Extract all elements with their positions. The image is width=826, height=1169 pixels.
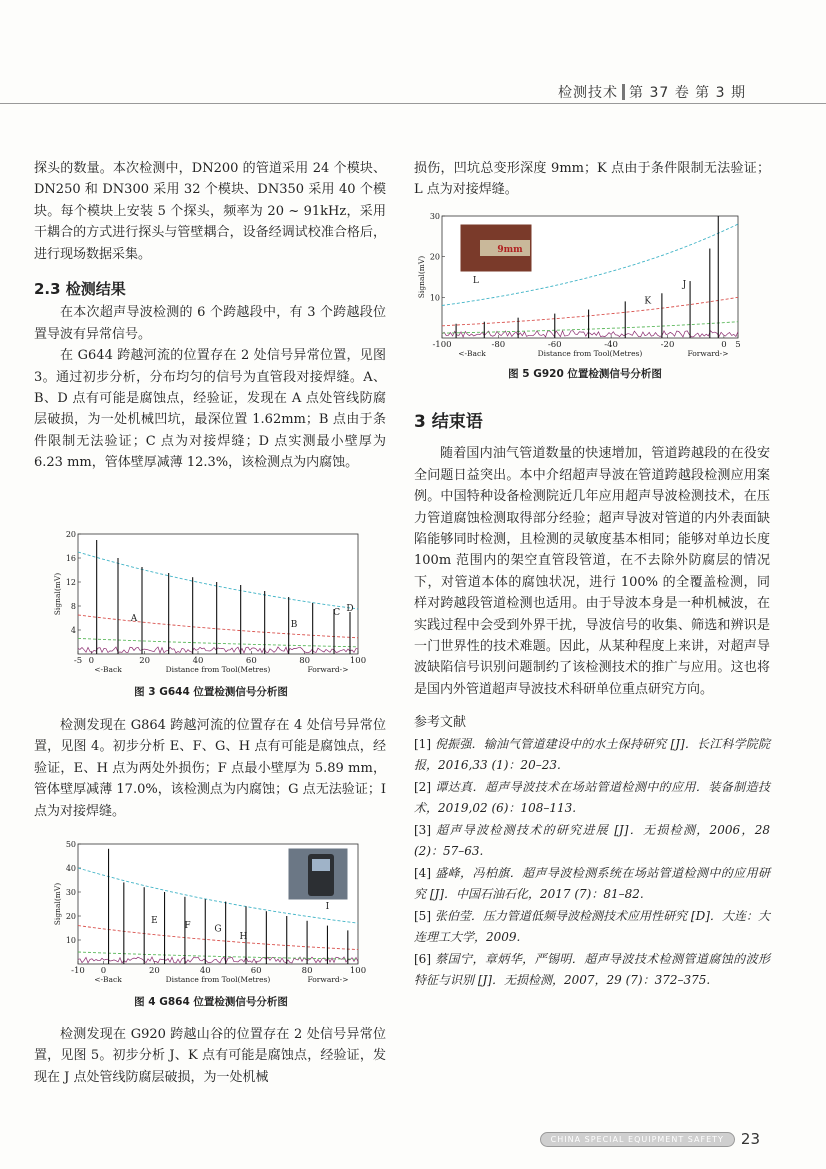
section-heading-3: 3 结束语	[414, 412, 483, 432]
x-tick-label: -5	[73, 656, 83, 666]
x-tick-label: 100	[349, 966, 367, 976]
annotation-label: I	[325, 901, 330, 912]
figure-3-caption: 图 3 G644 位置检测信号分析图	[134, 686, 288, 698]
y-tick-label: 8	[70, 602, 76, 611]
left-column-top	[34, 158, 386, 474]
forward-label: Forward->	[307, 665, 349, 674]
reference-item	[414, 906, 770, 949]
reference-item	[414, 734, 770, 777]
x-tick-label: 0	[100, 966, 107, 976]
figure-4-chart	[53, 840, 367, 990]
figure-5-chart	[417, 210, 750, 362]
reference-text: 盛峰，冯柏旗．超声导波检测系统在场站管道检测中的应用研究 [J]．中国石油石化，2017 (7)：81–82.	[414, 865, 770, 902]
reference-text: 张伯莹．压力管道低频导波检测技术应用性研究 [D]．大连：大连理工大学，2009.	[414, 908, 770, 945]
section-heading-2-3: 2.3 检测结果	[34, 280, 126, 299]
x-tick-label: 0	[88, 656, 95, 666]
x-tick-label: 20	[139, 656, 151, 666]
annotation-label: E	[151, 916, 158, 927]
figure-3-chart	[53, 530, 367, 680]
paragraph: 探头的数量。本次检测中，DN200 的管道采用 24 个模块、DN250 和 DN300 采用 32 个模块、DN350 采用 40 个模块。每个模块上安装 5 个探头，频率为 20 ~ 91kHz，采用干耦合的方式进行探头与管壁耦合，设备经调试校准合格后，进行现场数据采集。	[34, 161, 386, 262]
y-axis-label: Signal(mV)	[53, 882, 62, 926]
annotation-label: C	[333, 608, 341, 618]
references-title: 参考文献	[414, 715, 467, 731]
header-divider	[622, 84, 625, 100]
annotation-label: D	[346, 603, 354, 614]
x-axis-label: Distance from Tool(Metres)	[165, 975, 271, 984]
figure-3	[53, 530, 367, 700]
figure-4	[53, 840, 367, 1010]
y-tick-label: 20	[65, 912, 76, 921]
back-label: <-Back	[94, 665, 122, 674]
annotation-label: K	[644, 296, 652, 307]
x-tick-label: -100	[432, 340, 452, 350]
x-tick-label: -40	[604, 340, 618, 350]
right-column-bottom	[414, 398, 770, 992]
y-tick-label: 20	[429, 252, 440, 262]
annotation-label: F	[184, 921, 191, 931]
reference-item	[414, 863, 770, 906]
header-section: 检测技术	[558, 85, 619, 101]
running-header	[558, 82, 746, 102]
paragraph: 随着国内油气管道数量的快速增加，管道跨越段的在役安全问题日益突出。本中介绍超声导波在管道跨越段检测应用案例。中国特种设备检测院近几年应用超声导波检测技术，在压力管道腐蚀检测取得部分经验；超声导波对管道的内外表面缺陷能够同时检测，且检测的灵敏度基本相同；能够对单边长度 100m 范围内的架空直管段管道，在不去除外防腐层的情况下，对管道本体的腐蚀状况，进行 100% 的全覆盖检测，同样对跨越段管道检测也适用。由于导波本身是一种机械波，在实践过程中会受到外界干扰，导波信号的收集、筛选和辨识是一门世界性的技术难题。因此，从某种程度上来讲，对超声导波缺陷信号识别问题制约了该检测技术的推广与应用。这也将是国内外管道超声导波技术科研单位重点研究方向。	[414, 446, 770, 697]
annotation-label: L	[472, 276, 479, 287]
x-tick-label: 0	[721, 340, 727, 350]
x-tick-label: 20	[148, 966, 160, 976]
figure-4-caption: 图 4 G864 位置检测信号分析图	[134, 996, 288, 1008]
forward-label: Forward->	[307, 975, 349, 984]
inset-photo-defect	[460, 224, 532, 272]
header-rule	[0, 103, 826, 104]
annotation-label: J	[682, 280, 687, 291]
reference-number: [2]	[414, 779, 431, 794]
figure-5-caption: 图 5 G920 位置检测信号分析图	[508, 368, 662, 380]
paragraph: 检测发现在 G920 跨越山谷的位置存在 2 处信号异常位置，见图 5。初步分析 J、K 点有可能是腐蚀点，经验证，发现在 J 点处管线防腐层破损，为一处机械	[34, 1027, 386, 1085]
reference-text: 倪振强．输油气管道建设中的水土保持研究 [J]．长江科学院院报，2016,33 (1)：20–23.	[414, 736, 770, 773]
reference-number: [6]	[414, 951, 431, 966]
y-tick-label: 10	[429, 293, 440, 303]
paragraph: 在本次超声导波检测的 6 个跨越段中，有 3 个跨越段位置导波有异常信号。	[34, 305, 386, 342]
left-column-bottom	[34, 1024, 386, 1088]
reference-text: 超声导波检测技术的研究进展 [J]．无损检测，2006，28 (2)：57–63.	[414, 822, 770, 859]
back-label: <-Back	[458, 349, 486, 358]
right-column-top	[414, 158, 770, 201]
y-axis-label: Signal(mV)	[417, 255, 426, 299]
annotation-label: G	[214, 924, 222, 935]
reference-text: 蔡国宁，章炳华，严锡明．超声导波技术检测管道腐蚀的波形特征与识别 [J]．无损检测，2007，29 (7)：372–375.	[414, 951, 770, 988]
references-list	[414, 734, 770, 992]
inset-photo-device	[288, 848, 348, 900]
reference-number: [4]	[414, 865, 431, 880]
x-tick-label: 60	[250, 966, 262, 976]
paragraph: 在 G644 跨越河流的位置存在 2 处信号异常位置，见图 3。通过初步分析，分布均匀的信号为直管段对接焊缝。A、B、D 点有可能是腐蚀点，经验证，发现在 A 点处管线防腐层破损，为一处机械凹坑，最深位置 1.62mm；B 点由于条件限制无法验证；C 点为对接焊缝；D 点实测最小壁厚为 6.23 mm，管体壁厚减薄 12.3%，该检测点为内腐蚀。	[34, 348, 386, 471]
back-label: <-Back	[94, 975, 122, 984]
paragraph: 检测发现在 G864 跨越河流的位置存在 4 处信号异常位置，见图 4。初步分析 E、F、G、H 点有可能是腐蚀点，经验证，E、H 点为两处外损伤；F 点最小壁厚为 5.89 mm，管体壁厚减薄 17.0%，该检测点为内腐蚀；G 点无法验证；I 点为对接焊缝。	[34, 718, 386, 819]
x-tick-label: 40	[199, 966, 211, 976]
annotation-label: H	[239, 931, 248, 942]
paragraph: 损伤，凹坑总变形深度 9mm；K 点由于条件限制无法验证；L 点为对接焊缝。	[414, 161, 770, 198]
left-column-mid	[34, 715, 386, 822]
reference-item	[414, 777, 770, 820]
annotation-label: A	[130, 614, 138, 624]
plot-frame	[78, 534, 358, 654]
page-number: 23	[740, 1130, 760, 1148]
y-axis-label: Signal(mV)	[53, 572, 62, 616]
reference-number: [3]	[414, 822, 431, 837]
x-tick-label: -10	[71, 966, 85, 976]
y-tick-label: 20	[65, 530, 76, 539]
y-tick-label: 12	[65, 578, 76, 587]
photo-label: 9mm	[497, 245, 523, 255]
y-tick-label: 40	[65, 864, 76, 873]
x-tick-label: 5	[735, 340, 741, 350]
x-axis-label: Distance from Tool(Metres)	[537, 349, 643, 358]
x-tick-label: 60	[245, 656, 257, 666]
y-tick-label: 4	[70, 626, 76, 635]
reference-item	[414, 949, 770, 992]
forward-label: Forward->	[687, 349, 729, 358]
device-screen	[312, 859, 330, 871]
x-axis-label: Distance from Tool(Metres)	[165, 665, 271, 674]
x-tick-label: 100	[349, 656, 367, 666]
y-tick-label: 50	[65, 840, 76, 849]
y-tick-label: 30	[65, 888, 76, 897]
x-tick-label: 80	[301, 966, 313, 976]
x-tick-label: 40	[192, 656, 204, 666]
annotation-label: B	[290, 620, 298, 630]
header-issue: 第 37 卷 第 3 期	[629, 85, 746, 101]
reference-item	[414, 820, 770, 863]
figure-5	[417, 210, 750, 385]
x-tick-label: -80	[491, 340, 506, 350]
page-footer	[540, 1129, 760, 1149]
x-tick-label: -60	[547, 340, 562, 350]
reference-number: [5]	[414, 908, 431, 923]
y-tick-label: 16	[65, 554, 76, 563]
journal-band: CHINA SPECIAL EQUIPMENT SAFETY	[540, 1132, 735, 1147]
y-tick-label: 10	[65, 936, 76, 945]
x-tick-label: -20	[660, 340, 675, 350]
y-tick-label: 30	[429, 212, 440, 221]
x-tick-label: 80	[299, 656, 311, 666]
reference-number: [1]	[414, 736, 431, 751]
reference-text: 谭达真．超声导波技术在场站管道检测中的应用．装备制造技术，2019,02 (6)：108–113.	[414, 779, 770, 816]
